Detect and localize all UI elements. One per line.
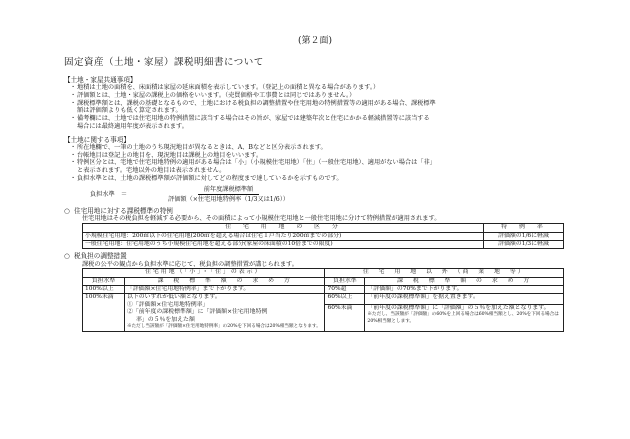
table-row xyxy=(83,240,564,248)
section-heading-common: 【土地・家屋共通事項】 xyxy=(64,76,137,84)
list-item-continuation: 場合には最終適用年度が表示されます。 xyxy=(77,122,188,130)
table-header: 住 宅 用 地 以 外 （商 業 地 等） xyxy=(325,269,564,277)
table-header: 負担水準 xyxy=(83,277,125,285)
calc-text: 以下のいずれか低い額となります。 xyxy=(126,294,221,301)
table-cell: 評価額の1/6に軽減 xyxy=(484,232,564,240)
formula-fraction xyxy=(168,186,289,205)
table-cell: 60%以上 xyxy=(325,294,365,304)
calc-note: ※ただし、当該額が「評価額」の60%を上回る場合は60%相当額とし、20%を下回る場合は20%相当額とします。 xyxy=(367,312,559,324)
table-cell xyxy=(124,294,325,331)
table-cell: 「評価額」の70%まで下がります。 xyxy=(365,286,564,294)
table-row xyxy=(83,286,564,294)
calc-option: 率」の５％を加えた額 xyxy=(135,316,195,323)
table-header: 課 税 標 準 額 の 求 め 方 xyxy=(365,277,564,285)
table-header: 住宅用地（「小」・「住」の表示） xyxy=(83,269,325,277)
list-item: ・評価額とは、土地・家屋の課税上の価格をいいます。（売買価格や工事費とは同じではありません。） xyxy=(70,91,356,99)
section-heading-land: 【土地に関する事項】 xyxy=(64,135,130,144)
table-header: 課 税 標 準 額 の 求 め 方 xyxy=(124,277,325,285)
calc-note: ※ただし当該額が「評価額×住宅用地特例率」の20%を下回る場合は20%相当額となります。 xyxy=(126,323,321,329)
table-cell: 評価額の1/3に軽減 xyxy=(484,240,564,248)
calc-option: ②「前年度の課税標準額」に「評価額×住宅用地特例 xyxy=(126,309,268,316)
table-cell: 小規模住宅用地：200㎡以下の住宅用地(200㎡を超える場合は住宅１戸当たり200㎡までの部分) xyxy=(83,232,484,240)
list-item: ・備考欄には、土地では住宅用地の特例措置に該当する場合はその旨が、家屋では建築年次と住宅にかかる軽減措置等に該当する xyxy=(70,115,430,123)
formula-lhs: 負担水準 ＝ xyxy=(90,191,128,199)
section-desc-special: 住宅用地はその税負担を軽減する必要から、その面積によって小規模住宅用地と一般住宅用地に分けて特例措置が適用されます。 xyxy=(82,215,441,223)
table-row xyxy=(83,232,564,240)
burden-level-formula xyxy=(90,186,564,205)
table-row xyxy=(83,294,564,304)
table-header: 特 例 率 xyxy=(484,224,564,232)
list-item: ・地積は土地の面積を、床面積は家屋の延床面積を表示しています。（登記上の面積と異なる場合があります。） xyxy=(70,84,380,92)
table-cell: 60%未満 xyxy=(325,304,365,331)
list-item-continuation: 額は評価額よりも低く算定されます。 xyxy=(77,107,182,115)
table-header: 負担水準 xyxy=(325,277,365,285)
list-item: ・特例区分とは、宅地で住宅用地特例の適用がある場合は「小」（小規模住宅用地）「住」（一般住宅用地）、適用がない場合は「非」 xyxy=(70,159,436,167)
list-item: ・所在地欄で、一筆の土地のうち現況地目が異なるときは、A、Bなどと区分表示されます。 xyxy=(70,143,327,151)
list-item: ・課税標準額とは、課税の基礎となるもので、土地における税負担の調整措置や住宅用地の特例措置等の適用がある場合、課税標準 xyxy=(70,99,436,107)
list-item-continuation: と表示されます。宅地以外の地目は表示されません。 xyxy=(77,167,226,175)
table-header: 住 宅 用 地 の 区 分 xyxy=(83,224,484,232)
table-cell: 100%未満 xyxy=(83,294,125,331)
table-cell: 「前年度の課税標準額」を据え置きます。 xyxy=(365,294,564,304)
page-title: 固定資産（土地・家屋）課税明細書について xyxy=(64,57,264,68)
table-cell xyxy=(365,304,564,331)
section-heading-special: ○ 住宅用地に対する課税標準の特例 xyxy=(64,207,173,216)
formula-denominator: 評価額（×住宅用地特例率（1/3又は1/6）） xyxy=(168,196,289,204)
list-item: ・台帳地目は登記上の地目を、現況地目は課税上の地目をいいます。 xyxy=(70,151,263,159)
calc-option: ①「評価額×住宅用地特例率」 xyxy=(126,301,209,308)
section-desc-adjust: 課税の公平の観点から負担水準に応じて、税負担の調整措置が講じられます。 xyxy=(82,260,298,268)
table-cell: 一般住宅用地：住宅用地のうち小規模住宅用地を超える部分(家屋の床面積の10倍までの限度) xyxy=(83,240,484,248)
page-number: (第２面) xyxy=(297,36,333,46)
section-heading-adjust: ○ 税負担の調整措置 xyxy=(64,252,127,261)
table-cell: 100%以上 xyxy=(83,286,125,294)
table-cell: 「評価額×住宅用地特例率」まで下がります。 xyxy=(124,286,325,294)
special-rate-table xyxy=(82,223,564,249)
calc-text: 「前年度の課税標準額」に「評価額」の５％を加えた額となります。 xyxy=(367,304,550,311)
list-item: ・負担水準とは、土地の課税標準額が評価額に対してどの程度まで達しているかを示すものです。 xyxy=(70,174,343,182)
document-body xyxy=(64,75,564,332)
formula-numerator: 前年度課税標準額 xyxy=(198,186,260,196)
adjustment-table xyxy=(82,268,564,332)
table-cell: 70%超 xyxy=(325,286,365,294)
